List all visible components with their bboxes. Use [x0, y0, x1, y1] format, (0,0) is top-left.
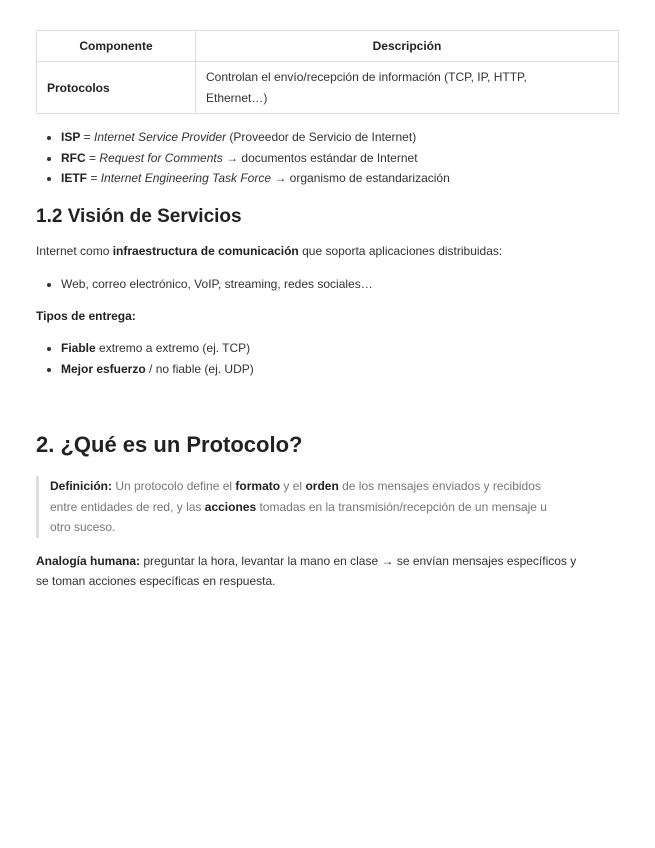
table-cell-description: [196, 62, 619, 114]
list-item: [61, 168, 619, 189]
analogy-text: se toman acciones específicas en respuesta.: [36, 574, 276, 588]
table-header-component: Componente: [37, 31, 196, 62]
list-item: [61, 148, 619, 169]
acronym-rest: (Proveedor de Servicio de Internet): [226, 130, 417, 144]
acronym-abbr: IETF: [61, 171, 87, 185]
definition-blockquote: [36, 476, 619, 538]
delivery-desc: extremo a extremo (ej. TCP): [95, 341, 251, 355]
acronym-abbr: RFC: [61, 150, 86, 165]
intro-text-after: que soporta aplicaciones distribuidas:: [298, 243, 503, 258]
table-header-description: Descripción: [196, 31, 619, 62]
analogy-text: preguntar la hora, levantar la mano en clase → se envían mensajes específicos y: [140, 553, 577, 568]
delivery-desc: / no fiable (ej. UDP): [145, 361, 254, 376]
acronym-rest: → documentos estándar de Internet: [222, 150, 418, 165]
acronym-expansion: Internet Service Provider: [94, 130, 227, 144]
list-item: [61, 127, 619, 148]
intro-bold: infraestructura de comunicación: [112, 243, 299, 258]
acronym-expansion: Request for Comments: [99, 150, 223, 165]
definition-bold: orden: [305, 479, 339, 493]
definition-text: Un protocolo define el: [112, 479, 236, 493]
delivery-list: [36, 338, 619, 379]
analogy-label: Analogía humana:: [36, 553, 141, 568]
definition-text: entre entidades de red, y las: [50, 499, 205, 514]
definition-text: de los mensajes enviados y recibidos: [338, 479, 541, 493]
definition-text: otro suceso.: [50, 520, 116, 534]
section-heading-1-2: 1.2 Visión de Servicios: [36, 205, 242, 227]
definition-label: Definición:: [50, 479, 112, 493]
delivery-label: [36, 307, 619, 325]
components-table: [36, 30, 619, 114]
delivery-label-text: Tipos de entrega:: [36, 309, 136, 323]
delivery-type: Mejor esfuerzo: [61, 361, 146, 376]
document-page: [36, 30, 619, 592]
delivery-type: Fiable: [61, 341, 96, 355]
analogy-paragraph: [36, 551, 619, 592]
acronym-expansion: Internet Engineering Task Force: [100, 171, 272, 185]
acronym-abbr: ISP: [61, 130, 81, 144]
list-item: [61, 338, 619, 359]
section-heading-2: 2. ¿Qué es un Protocolo?: [36, 432, 303, 457]
list-item: [61, 359, 619, 380]
definition-bold: acciones: [204, 499, 257, 514]
definition-text: y el: [280, 479, 306, 493]
services-intro: [36, 242, 619, 260]
acronym-eq: =: [87, 171, 101, 185]
definition-text: tomadas en la transmisión/recepción de un mensaje u: [256, 499, 547, 514]
acronym-list: [36, 127, 619, 189]
acronym-eq: =: [85, 150, 100, 165]
definition-bold: formato: [235, 479, 281, 493]
list-item: • Web, correo electrónico, VoIP, streaming, redes sociales…: [61, 274, 619, 295]
table-header-row: [37, 31, 619, 62]
table-cell-component: Protocolos: [37, 62, 196, 114]
description-line-2: Ethernet…): [206, 90, 268, 105]
acronym-eq: =: [80, 130, 95, 144]
apps-list: [36, 274, 619, 295]
intro-text: Internet como: [36, 243, 113, 258]
acronym-rest: → organismo de estandarización: [271, 171, 450, 185]
description-line-1: Controlan el envío/recepción de información (TCP, IP, HTTP,: [206, 70, 527, 84]
table-row: [37, 62, 619, 114]
